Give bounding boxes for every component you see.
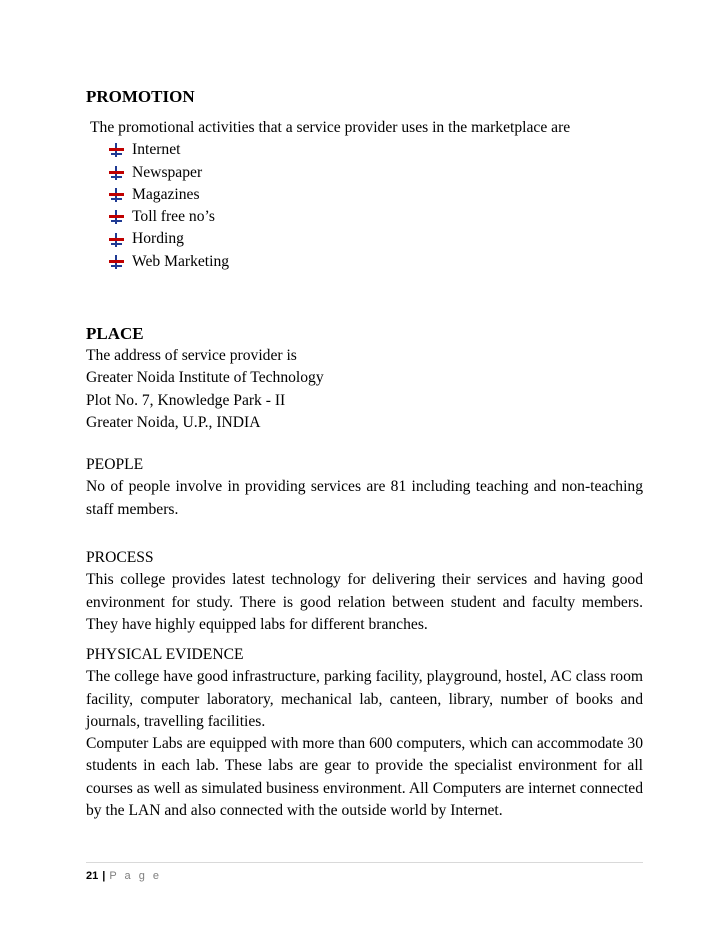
flag-bullet-icon <box>108 255 125 269</box>
place-line: The address of service provider is <box>86 347 297 364</box>
page-footer <box>86 868 162 884</box>
list-item <box>108 251 643 273</box>
people-section <box>86 454 643 521</box>
flag-bullet-icon <box>108 210 125 224</box>
promotion-intro: The promotional activities that a service provider uses in the marketplace are <box>90 119 571 136</box>
people-text: No of people involve in providing services are 81 including teaching and non-teaching staff members. <box>86 478 643 518</box>
list-item <box>108 228 643 250</box>
physical-evidence-heading: PHYSICAL EVIDENCE <box>86 646 244 663</box>
promotion-section <box>86 86 643 273</box>
list-item-label: Toll free no’s <box>132 208 215 226</box>
process-section <box>86 547 643 636</box>
flag-bullet-icon <box>108 233 125 247</box>
place-line: Plot No. 7, Knowledge Park - II <box>86 391 286 409</box>
place-heading: PLACE <box>86 324 144 343</box>
list-item-label: Hording <box>132 230 184 248</box>
promotion-list <box>86 139 643 273</box>
process-heading: PROCESS <box>86 549 154 566</box>
page-number: 21 <box>86 870 99 882</box>
list-item <box>108 206 643 228</box>
list-item <box>108 184 643 206</box>
place-section <box>86 323 643 434</box>
page-label: P a g e <box>109 870 162 882</box>
place-line: Greater Noida Institute of Technology <box>86 369 324 387</box>
list-item <box>108 139 643 161</box>
place-line: Greater Noida, U.P., INDIA <box>86 413 261 431</box>
list-item-label: Internet <box>132 141 181 159</box>
flag-bullet-icon <box>108 166 125 180</box>
footer-separator: | <box>102 870 106 882</box>
flag-bullet-icon <box>108 143 125 157</box>
list-item-label: Magazines <box>132 185 200 203</box>
flag-bullet-icon <box>108 188 125 202</box>
physical-evidence-para1: The college have good infrastructure, parking facility, playground, hostel, AC class room facility, computer laboratory, mechanical lab, canteen, library, number of books and journals, travelling facilities. <box>86 668 643 730</box>
physical-evidence-para2: Computer Labs are equipped with more than 600 computers, which can accommodate 30 students in each lab. These labs are gear to provide the specialist environment for all courses as well as simulated business environment. All Computers are internet connected by the LAN and also connected with the outside world by Internet. <box>86 735 643 820</box>
footer-divider <box>86 862 643 863</box>
process-text: This college provides latest technology for delivering their services and having good environment for study. There is good relation between student and faculty members. They have highly equipped labs for different branches. <box>86 571 643 633</box>
list-item <box>108 162 643 184</box>
list-item-label: Web Marketing <box>132 252 230 270</box>
people-heading: PEOPLE <box>86 456 144 473</box>
list-item-label: Newspaper <box>132 163 203 181</box>
promotion-heading: PROMOTION <box>86 87 195 106</box>
physical-evidence-section <box>86 644 643 822</box>
